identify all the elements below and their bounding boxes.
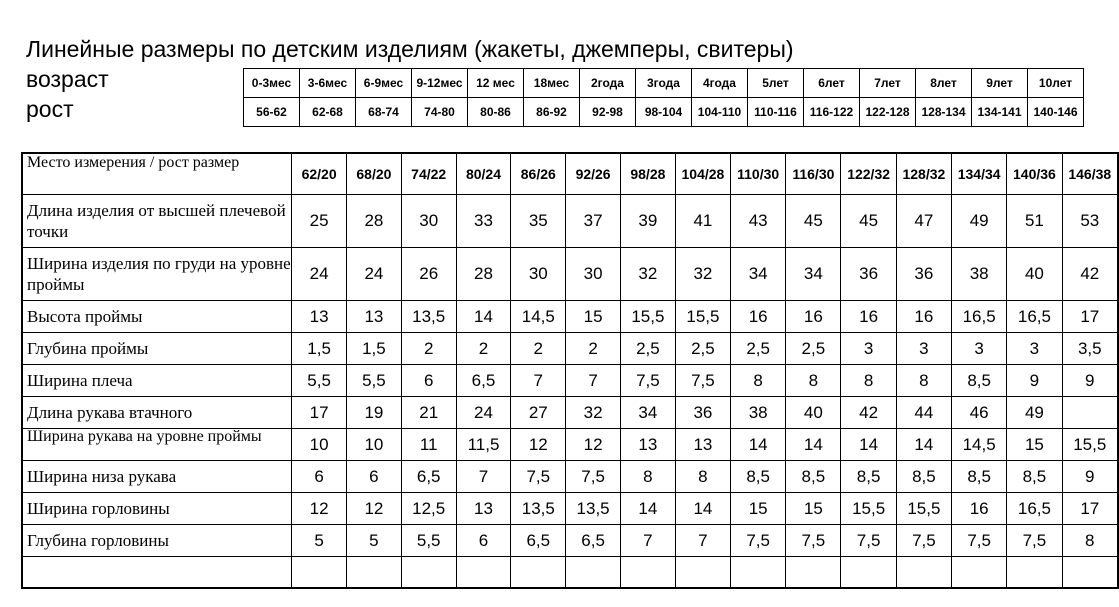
header-label: Место измерения / рост размер <box>27 154 240 171</box>
empty-cell <box>456 557 511 589</box>
age-cell: 9лет <box>972 69 1028 98</box>
measurement-label: Ширина изделия по груди на уровне проймы <box>22 248 292 301</box>
measurement-value: 14 <box>731 429 786 461</box>
measurement-value: 9 <box>1062 461 1118 493</box>
measurement-value: 8,5 <box>896 461 951 493</box>
age-cell: 10лет <box>1028 69 1084 98</box>
empty-cell <box>22 557 292 589</box>
measurement-value: 38 <box>731 397 786 429</box>
measurement-row <box>22 461 1118 493</box>
measurement-value: 12,5 <box>401 493 456 525</box>
measurement-value: 12 <box>292 493 347 525</box>
measurement-row <box>22 333 1118 365</box>
measurement-value: 3 <box>952 333 1007 365</box>
measurement-value: 6,5 <box>566 525 621 557</box>
size-cell: 134/34 <box>952 153 1007 195</box>
height-cell: 86-92 <box>524 98 580 127</box>
measurement-value: 28 <box>347 195 402 248</box>
measurement-value: 42 <box>841 397 896 429</box>
height-cell: 110-116 <box>748 98 804 127</box>
measurement-value: 42 <box>1062 248 1118 301</box>
measurement-value: 46 <box>952 397 1007 429</box>
measurements-table <box>21 152 1119 589</box>
empty-cell <box>1007 557 1062 589</box>
height-cell: 80-86 <box>468 98 524 127</box>
measurement-value: 36 <box>896 248 951 301</box>
size-cell: 110/30 <box>731 153 786 195</box>
measurement-value: 24 <box>456 397 511 429</box>
empty-cell <box>511 557 566 589</box>
measurement-row <box>22 301 1118 333</box>
measurement-value: 15 <box>1007 429 1062 461</box>
measurement-value: 8 <box>841 365 896 397</box>
measurement-value: 30 <box>566 248 621 301</box>
measurement-value: 13,5 <box>566 493 621 525</box>
measurement-value: 49 <box>1007 397 1062 429</box>
measurement-value: 7 <box>566 365 621 397</box>
measurement-value: 13 <box>292 301 347 333</box>
measurement-value: 14 <box>620 493 675 525</box>
measurement-value: 2 <box>456 333 511 365</box>
empty-cell <box>675 557 730 589</box>
measurement-value: 6 <box>456 525 511 557</box>
measurement-label: Длина рукава втачного <box>22 397 292 429</box>
measurement-value: 17 <box>1062 301 1118 333</box>
measurement-value: 5 <box>292 525 347 557</box>
measurement-value: 15,5 <box>1062 429 1118 461</box>
size-cell: 80/24 <box>456 153 511 195</box>
empty-cell <box>566 557 621 589</box>
measurement-value: 1,5 <box>347 333 402 365</box>
measurement-value: 8,5 <box>841 461 896 493</box>
empty-cell <box>731 557 786 589</box>
empty-row <box>22 557 1118 589</box>
measurement-value: 28 <box>456 248 511 301</box>
measurement-value: 13,5 <box>401 301 456 333</box>
measurement-value: 7,5 <box>786 525 841 557</box>
measurement-value: 12 <box>566 429 621 461</box>
age-cell: 2года <box>580 69 636 98</box>
measurement-value: 8 <box>1062 525 1118 557</box>
measurement-value: 45 <box>786 195 841 248</box>
size-cell: 68/20 <box>347 153 402 195</box>
measurement-value: 7,5 <box>841 525 896 557</box>
measurement-value: 13,5 <box>511 493 566 525</box>
size-cell: 140/36 <box>1007 153 1062 195</box>
measurement-value: 13 <box>347 301 402 333</box>
measurement-value: 1,5 <box>292 333 347 365</box>
measurement-value: 30 <box>511 248 566 301</box>
measurement-value: 8 <box>731 365 786 397</box>
measurement-value: 7,5 <box>620 365 675 397</box>
size-cell: 92/26 <box>566 153 621 195</box>
measurement-value: 47 <box>896 195 951 248</box>
height-cell: 92-98 <box>580 98 636 127</box>
measurement-value: 16 <box>731 301 786 333</box>
measurement-value: 49 <box>952 195 1007 248</box>
measurement-label <box>22 429 292 461</box>
empty-cell <box>347 557 402 589</box>
measurement-value: 15,5 <box>841 493 896 525</box>
measurement-row <box>22 397 1118 429</box>
measurement-value: 3 <box>1007 333 1062 365</box>
measurement-value: 2 <box>511 333 566 365</box>
measurement-value: 11 <box>401 429 456 461</box>
measurement-value: 7 <box>511 365 566 397</box>
measurement-value: 7,5 <box>731 525 786 557</box>
age-cell: 6лет <box>804 69 860 98</box>
measurement-value: 36 <box>841 248 896 301</box>
measurement-value: 8,5 <box>786 461 841 493</box>
measurement-value: 5,5 <box>401 525 456 557</box>
measurement-value: 5,5 <box>292 365 347 397</box>
age-cell: 8лет <box>916 69 972 98</box>
measurement-value: 51 <box>1007 195 1062 248</box>
measurement-value: 21 <box>401 397 456 429</box>
empty-cell <box>401 557 456 589</box>
measurement-value: 15 <box>731 493 786 525</box>
measurement-value: 14 <box>786 429 841 461</box>
measurement-row <box>22 195 1118 248</box>
measurement-value: 15 <box>786 493 841 525</box>
measurement-value: 11,5 <box>456 429 511 461</box>
measurement-value: 44 <box>896 397 951 429</box>
measurement-value: 3,5 <box>1062 333 1118 365</box>
measurement-label: Глубина горловины <box>22 525 292 557</box>
height-row <box>244 98 1084 127</box>
measurement-value: 53 <box>1062 195 1118 248</box>
measurement-value: 6,5 <box>511 525 566 557</box>
measurement-value <box>1062 397 1118 429</box>
age-cell: 4года <box>692 69 748 98</box>
height-cell: 68-74 <box>356 98 412 127</box>
measurement-value: 17 <box>1062 493 1118 525</box>
measurement-value: 14 <box>675 493 730 525</box>
measurement-value: 7,5 <box>952 525 1007 557</box>
page-title: Линейные размеры по детским изделиям (жакеты, джемперы, свитеры) <box>26 36 794 62</box>
measurement-value: 2 <box>566 333 621 365</box>
height-cell: 74-80 <box>412 98 468 127</box>
measurement-value: 8,5 <box>952 365 1007 397</box>
height-cell: 140-146 <box>1028 98 1084 127</box>
measurement-value: 36 <box>675 397 730 429</box>
measurement-value: 9 <box>1007 365 1062 397</box>
measurement-value: 33 <box>456 195 511 248</box>
measurement-value: 13 <box>620 429 675 461</box>
size-cell: 62/20 <box>292 153 347 195</box>
measurement-value: 35 <box>511 195 566 248</box>
measurement-value: 14 <box>456 301 511 333</box>
measurement-value: 10 <box>347 429 402 461</box>
measurement-value: 2,5 <box>786 333 841 365</box>
measurement-value: 13 <box>456 493 511 525</box>
height-cell: 134-141 <box>972 98 1028 127</box>
header-label-cell <box>22 153 292 195</box>
measurement-value: 7 <box>456 461 511 493</box>
measurement-value: 24 <box>292 248 347 301</box>
measurement-value: 27 <box>511 397 566 429</box>
measurement-value: 16,5 <box>1007 301 1062 333</box>
measurement-value: 16,5 <box>952 301 1007 333</box>
measurement-value: 40 <box>786 397 841 429</box>
measurement-value: 2,5 <box>620 333 675 365</box>
measurement-value: 32 <box>675 248 730 301</box>
measurement-value: 7,5 <box>896 525 951 557</box>
measurement-label: Ширина горловины <box>22 493 292 525</box>
measurement-value: 7,5 <box>566 461 621 493</box>
measurement-value: 32 <box>566 397 621 429</box>
height-cell: 104-110 <box>692 98 748 127</box>
measurement-value: 15,5 <box>896 493 951 525</box>
measurement-value: 15 <box>566 301 621 333</box>
age-cell: 12 мес <box>468 69 524 98</box>
height-cell: 98-104 <box>636 98 692 127</box>
measurement-value: 13 <box>675 429 730 461</box>
measurement-row <box>22 365 1118 397</box>
measurement-row <box>22 248 1118 301</box>
measurement-value: 16 <box>841 301 896 333</box>
age-cell: 9-12мес <box>412 69 468 98</box>
measurement-value: 8,5 <box>952 461 1007 493</box>
empty-cell <box>896 557 951 589</box>
height-label: рост <box>26 96 74 122</box>
size-cell: 86/26 <box>511 153 566 195</box>
measurement-value: 14,5 <box>511 301 566 333</box>
measurement-value: 10 <box>292 429 347 461</box>
age-height-table <box>243 68 1084 127</box>
measurement-value: 6,5 <box>456 365 511 397</box>
age-cell: 3-6мес <box>300 69 356 98</box>
measurement-value: 8 <box>896 365 951 397</box>
size-cell: 146/38 <box>1062 153 1118 195</box>
empty-cell <box>620 557 675 589</box>
empty-cell <box>1062 557 1118 589</box>
size-cell: 74/22 <box>401 153 456 195</box>
size-cell: 128/32 <box>896 153 951 195</box>
measurement-value: 5 <box>347 525 402 557</box>
size-cell: 122/32 <box>841 153 896 195</box>
age-cell: 5лет <box>748 69 804 98</box>
measurement-value: 16,5 <box>1007 493 1062 525</box>
age-row <box>244 69 1084 98</box>
measurement-value: 2,5 <box>731 333 786 365</box>
size-cell: 98/28 <box>620 153 675 195</box>
measurement-row <box>22 493 1118 525</box>
measurement-value: 34 <box>786 248 841 301</box>
empty-cell <box>292 557 347 589</box>
measurement-value: 14,5 <box>952 429 1007 461</box>
measurement-value: 34 <box>620 397 675 429</box>
size-cell: 116/30 <box>786 153 841 195</box>
measurement-value: 34 <box>731 248 786 301</box>
measurement-value: 38 <box>952 248 1007 301</box>
measurement-value: 8,5 <box>1007 461 1062 493</box>
age-cell: 0-3мес <box>244 69 300 98</box>
measurement-label: Ширина низа рукава <box>22 461 292 493</box>
age-cell: 18мес <box>524 69 580 98</box>
measurement-value: 7,5 <box>511 461 566 493</box>
measurement-value: 8 <box>620 461 675 493</box>
measurement-value: 2 <box>401 333 456 365</box>
measurement-value: 6 <box>401 365 456 397</box>
measurement-value: 16 <box>786 301 841 333</box>
measurement-value: 8 <box>675 461 730 493</box>
size-header-row <box>22 153 1118 195</box>
measurement-value: 7 <box>675 525 730 557</box>
empty-cell <box>952 557 1007 589</box>
measurement-value: 45 <box>841 195 896 248</box>
height-cell: 62-68 <box>300 98 356 127</box>
measurement-label-text: Ширина рукава на уровне проймы <box>27 429 262 445</box>
empty-cell <box>786 557 841 589</box>
measurement-value: 32 <box>620 248 675 301</box>
measurement-value: 30 <box>401 195 456 248</box>
measurement-value: 12 <box>511 429 566 461</box>
height-cell: 56-62 <box>244 98 300 127</box>
measurement-value: 37 <box>566 195 621 248</box>
measurement-value: 7,5 <box>675 365 730 397</box>
measurement-value: 6 <box>347 461 402 493</box>
measurement-value: 25 <box>292 195 347 248</box>
measurement-value: 43 <box>731 195 786 248</box>
measurement-value: 17 <box>292 397 347 429</box>
measurement-value: 3 <box>841 333 896 365</box>
measurement-value: 6,5 <box>401 461 456 493</box>
measurement-label: Глубина проймы <box>22 333 292 365</box>
measurement-value: 16 <box>952 493 1007 525</box>
measurement-value: 7,5 <box>1007 525 1062 557</box>
age-cell: 7лет <box>860 69 916 98</box>
measurement-value: 15,5 <box>620 301 675 333</box>
age-cell: 3года <box>636 69 692 98</box>
measurement-value: 14 <box>896 429 951 461</box>
measurement-value: 7 <box>620 525 675 557</box>
empty-cell <box>841 557 896 589</box>
measurement-value: 14 <box>841 429 896 461</box>
measurement-label: Высота проймы <box>22 301 292 333</box>
measurement-row <box>22 429 1118 461</box>
height-cell: 116-122 <box>804 98 860 127</box>
measurement-value: 3 <box>896 333 951 365</box>
height-cell: 128-134 <box>916 98 972 127</box>
measurement-value: 2,5 <box>675 333 730 365</box>
measurement-value: 15,5 <box>675 301 730 333</box>
size-cell: 104/28 <box>675 153 730 195</box>
measurement-value: 8,5 <box>731 461 786 493</box>
measurement-value: 19 <box>347 397 402 429</box>
measurement-value: 8 <box>786 365 841 397</box>
measurement-value: 9 <box>1062 365 1118 397</box>
measurement-value: 26 <box>401 248 456 301</box>
measurement-value: 41 <box>675 195 730 248</box>
measurement-value: 12 <box>347 493 402 525</box>
measurement-row <box>22 525 1118 557</box>
measurement-label: Длина изделия от высшей плечевой точки <box>22 195 292 248</box>
measurement-value: 40 <box>1007 248 1062 301</box>
measurement-value: 39 <box>620 195 675 248</box>
measurement-value: 5,5 <box>347 365 402 397</box>
height-cell: 122-128 <box>860 98 916 127</box>
measurement-value: 24 <box>347 248 402 301</box>
age-cell: 6-9мес <box>356 69 412 98</box>
age-label: возраст <box>26 66 109 92</box>
measurement-label: Ширина плеча <box>22 365 292 397</box>
measurement-value: 6 <box>292 461 347 493</box>
measurement-value: 16 <box>896 301 951 333</box>
